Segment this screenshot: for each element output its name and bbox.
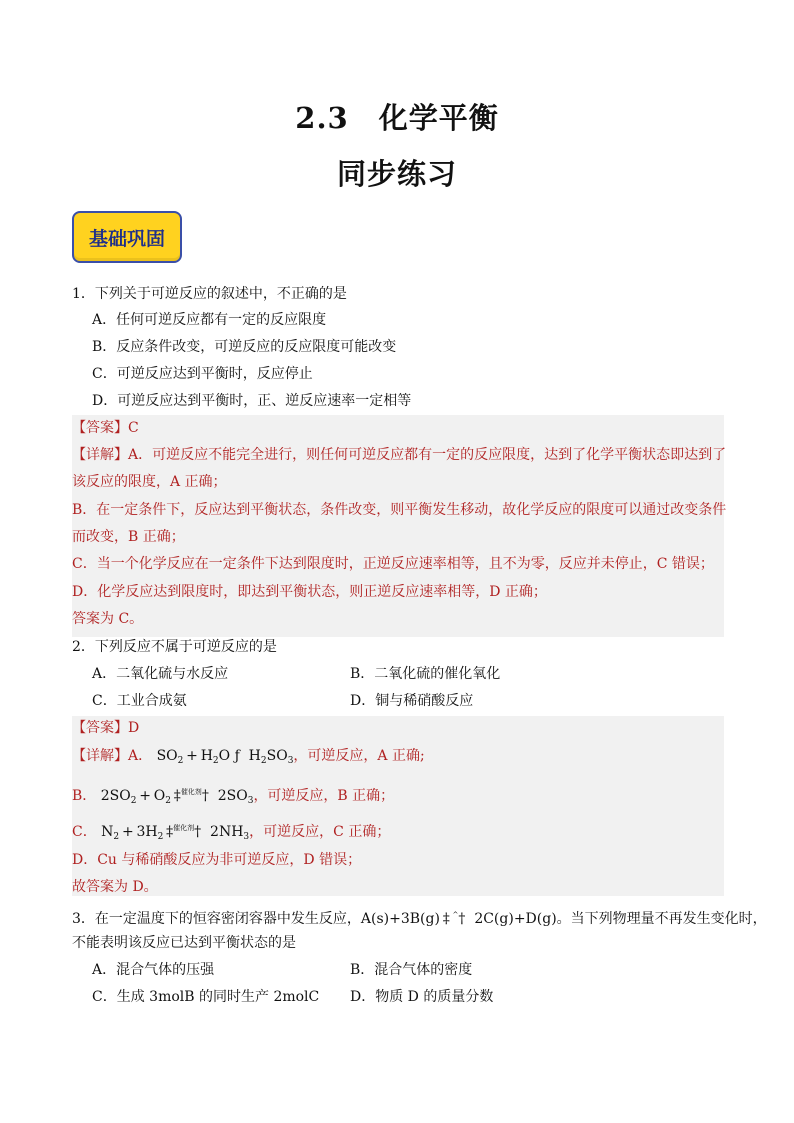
q1-detail-line-6: D．化学反应达到限度时，即达到平衡状态，则正逆反应速率相等，D 正确； — [72, 584, 547, 600]
q2-option-a: A．二氧化硫与水反应 — [92, 666, 229, 682]
q3-option-b: B．混合气体的密度 — [350, 962, 473, 978]
q1-detail-line-2: 该反应的限度，A 正确； — [72, 474, 227, 490]
q2-detail-tag: 【详解】 — [72, 748, 128, 764]
q2-detail-c: C． $N_2 + 3H_2$ ‡$^{催化剂}$† $2NH_3$，可逆反应，C 正确； — [72, 824, 391, 842]
q2-option-d: D．铜与稀硝酸反应 — [350, 693, 474, 709]
catalyst-label-b: 催化剂 — [180, 788, 202, 796]
q1-option-a: A．任何可逆反应都有一定的反应限度 — [92, 312, 327, 328]
q2-conclusion: 故答案为 D。 — [72, 879, 158, 895]
q2-answer — [72, 718, 139, 738]
q2-equation-c: $N_2 + 3H_2$ ‡$^{催化剂}$† $2NH_3$ — [96, 824, 250, 842]
q1-detail-line-5: C．当一个化学反应在一定条件下达到限度时，正逆反应速率相等，且不为零，反应并未停止，C 错误； — [72, 556, 714, 572]
q2-detail-b: B． $2SO_2 + O_2$ ‡$^{催化剂}$† $2SO_3$，可逆反应，B 正确； — [72, 788, 395, 806]
q2-answer-tag: 【答案】 — [72, 720, 128, 736]
q2-detail-d: D．Cu 与稀硝酸反应为非可逆反应，D 错误； — [72, 852, 362, 868]
q2-equation-a: $SO_2 + H_2O$ ƒ $H_2SO_3$ — [152, 748, 294, 766]
q1-stem: 1．下列关于可逆反应的叙述中，不正确的是 — [72, 286, 347, 302]
q1-detail-line-7: 答案为 C。 — [72, 611, 144, 627]
q2-detail-a: 【详解】A． $SO_2 + H_2O$ ƒ $H_2SO_3$，可逆反应，A 正确; — [72, 748, 425, 766]
q2-equation-b: $2SO_2 + O_2$ ‡$^{催化剂}$† $2SO_3$ — [96, 788, 254, 806]
q3-option-d: D．物质 D 的质量分数 — [350, 989, 494, 1005]
section-badge: 基础巩固 — [72, 211, 182, 263]
q3-stem-line-1: 3．在一定温度下的恒容密闭容器中发生反应，A(s)+3B(g) ‡ ^† 2C(g)+D(g)。当下列物理量不再发生变化时， — [72, 911, 767, 927]
q1-answer-tag: 【答案】 — [72, 420, 128, 436]
q3-option-c: C．生成 3molB 的同时生产 2molC — [92, 989, 320, 1005]
q1-option-d: D．可逆反应达到平衡时，正、逆反应速率一定相等 — [92, 393, 412, 409]
q1-option-b: B．反应条件改变，可逆反应的反应限度可能改变 — [92, 339, 397, 355]
q2-answer-value: D — [128, 720, 140, 736]
q2-option-c: C．工业合成氨 — [92, 693, 187, 709]
catalyst-label-c: 催化剂 — [173, 824, 195, 832]
q1-answer-value: C — [128, 420, 139, 436]
q1-detail-line-3: B．在一定条件下，反应达到平衡状态，条件改变，则平衡发生移动，故化学反应的限度可以通过改变条件 — [72, 502, 727, 518]
q1-detail-line-4: 而改变，B 正确； — [72, 529, 185, 545]
q2-option-b: B．二氧化硫的催化氧化 — [350, 666, 501, 682]
q1-option-c: C．可逆反应达到平衡时，反应停止 — [92, 366, 313, 382]
q1-answer — [72, 418, 139, 438]
q1-detail-line-1: 【详解】A．可逆反应不能完全进行，则任何可逆反应都有一定的反应限度，达到了化学平衡状态即达到了 — [72, 447, 727, 463]
page-subtitle: 同步练习 — [336, 157, 457, 191]
q3-option-a: A．混合气体的压强 — [92, 962, 215, 978]
q2-stem: 2．下列反应不属于可逆反应的是 — [72, 639, 277, 655]
q1-detail-tag: 【详解】 — [72, 447, 128, 463]
q3-stem-line-2: 不能表明该反应已达到平衡状态的是 — [72, 935, 296, 951]
page-title: 2.3 化学平衡 — [295, 101, 499, 135]
